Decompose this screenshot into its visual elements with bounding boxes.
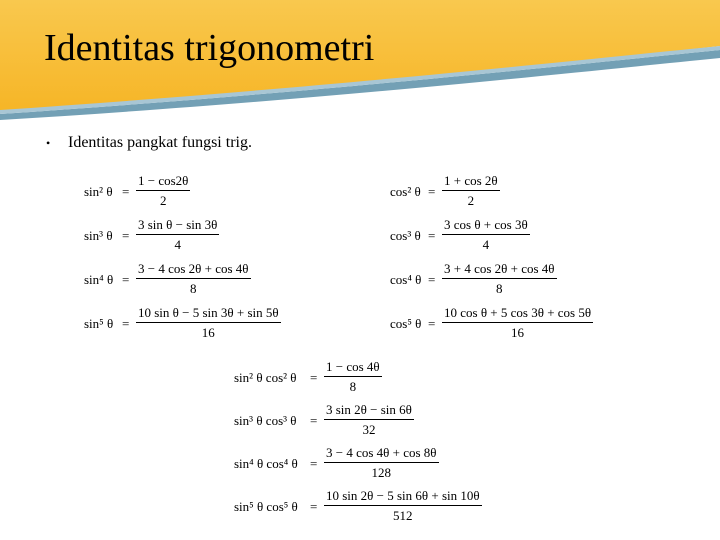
equals-sign: = [428,228,436,243]
fraction-denominator: 128 [371,465,392,480]
mixed-power-identity [234,487,480,531]
identity-fraction [136,304,281,344]
equals-sign: = [310,499,318,514]
fraction-denominator: 4 [174,237,181,252]
equals-sign: = [310,456,318,471]
fraction-denominator: 16 [201,325,215,340]
bullet-marker: • [46,136,51,150]
sin-power-identity [84,304,324,348]
identity-lhs: cos³ θ [390,228,421,243]
identity-lhs: sin⁵ θ [84,316,114,331]
fraction-numerator: 1 + cos 2θ [444,173,498,188]
equals-sign: = [122,184,130,199]
equals-sign: = [428,316,436,331]
identity-fraction [136,216,219,256]
identity-fraction [442,260,557,300]
fraction-denominator: 8 [349,379,357,394]
equals-sign: = [428,184,436,199]
identity-fraction [442,304,593,344]
fraction-numerator: 3 sin θ − sin 3θ [138,217,218,232]
identity-fraction [136,260,251,300]
identity-lhs: cos⁵ θ [390,316,422,331]
identity-fraction [136,172,190,212]
equals-sign: = [310,370,318,385]
sin-power-identity [84,216,324,260]
slide-title: Identitas trigonometri [44,27,375,69]
mixed-power-identity [234,358,474,402]
cos-power-identity [390,304,630,348]
identity-fraction [324,401,414,441]
fraction-denominator: 8 [496,281,503,296]
mixed-power-identity [234,401,474,445]
identity-lhs: sin⁴ θ cos⁴ θ [234,456,298,471]
fraction-denominator: 2 [467,193,475,208]
equals-sign: = [122,272,130,287]
identity-lhs: sin³ θ [84,228,113,243]
identity-lhs: sin² θ [84,184,113,199]
identity-lhs: cos⁴ θ [390,272,422,287]
identity-fraction [324,487,482,527]
fraction-numerator: 1 − cos2θ [138,173,189,188]
cos-power-identity [390,172,630,216]
cos-power-identity [390,216,630,260]
cos-power-identity [390,260,630,304]
identity-fraction [324,444,439,484]
identity-fraction [442,216,530,256]
identity-lhs: sin⁵ θ cos⁵ θ [234,499,298,514]
fraction-denominator: 8 [190,281,197,296]
fraction-numerator: 3 + 4 cos 2θ + cos 4θ [444,261,555,276]
fraction-denominator: 32 [362,422,376,437]
fraction-numerator: 3 cos θ + cos 3θ [444,217,528,232]
mixed-power-identity [234,444,474,488]
fraction-numerator: 10 sin 2θ − 5 sin 6θ + sin 10θ [326,488,480,503]
identity-lhs: sin³ θ cos³ θ [234,413,297,428]
identity-fraction [442,172,500,212]
equals-sign: = [310,413,318,428]
identity-fraction [324,358,382,398]
fraction-numerator: 3 − 4 cos 2θ + cos 4θ [138,261,249,276]
identity-lhs: sin² θ cos² θ [234,370,297,385]
fraction-denominator: 2 [159,193,167,208]
equals-sign: = [122,316,130,331]
fraction-denominator: 4 [482,237,490,252]
bullet-text: Identitas pangkat fungsi trig. [68,134,252,151]
sin-power-identity [84,172,324,216]
sin-power-identity [84,260,324,304]
equals-sign: = [428,272,436,287]
identity-lhs: sin⁴ θ [84,272,114,287]
fraction-denominator: 16 [511,325,525,340]
fraction-numerator: 3 − 4 cos 4θ + cos 8θ [326,445,437,460]
fraction-numerator: 1 − cos 4θ [326,359,380,374]
equals-sign: = [122,228,130,243]
identity-lhs: cos² θ [390,184,421,199]
fraction-numerator: 10 sin θ − 5 sin 3θ + sin 5θ [138,305,279,320]
fraction-denominator: 512 [393,508,413,523]
fraction-numerator: 3 sin 2θ − sin 6θ [326,402,412,417]
fraction-numerator: 10 cos θ + 5 cos 3θ + cos 5θ [444,305,592,320]
